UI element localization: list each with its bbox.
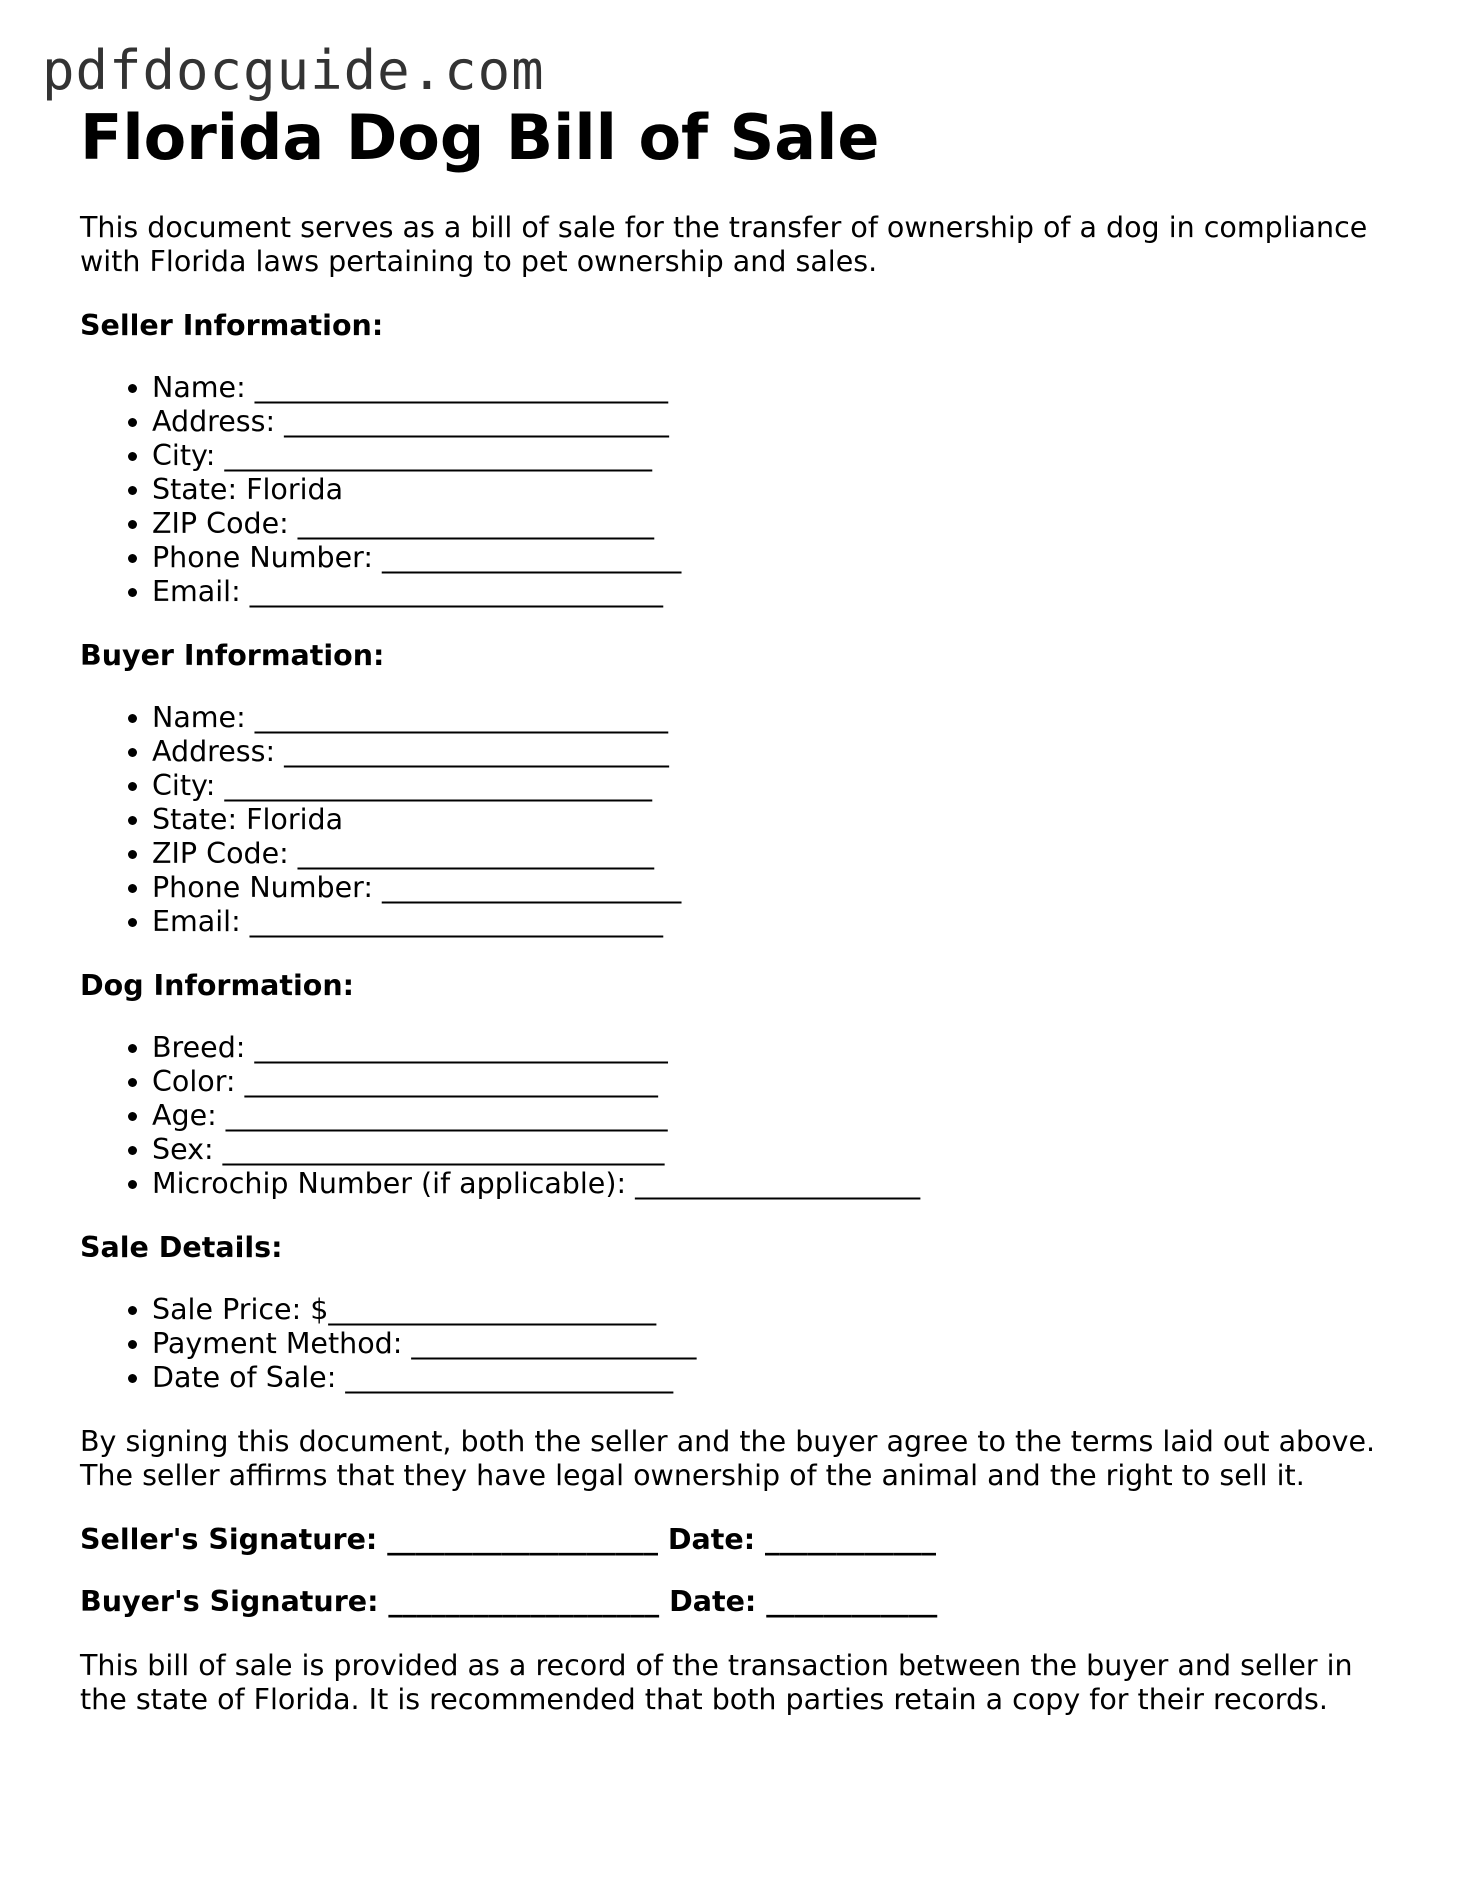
buyer-section-heading: Buyer Information: <box>80 639 385 673</box>
seller-state-field: • State: Florida <box>152 473 1400 507</box>
seller-address-field[interactable]: • Address: ___________________________ <box>152 405 1400 439</box>
document-title: Florida Dog Bill of Sale <box>80 101 880 174</box>
seller-name-field[interactable]: • Name: _____________________________ <box>152 371 1400 405</box>
dog-breed-field[interactable]: • Breed: _____________________________ <box>152 1031 1400 1065</box>
buyer-signature-line[interactable]: Buyer's Signature: ___________________ Date: ____________ <box>80 1585 938 1619</box>
document-page <box>80 102 1400 1717</box>
buyer-state-field: • State: Florida <box>152 803 1400 837</box>
dog-sex-field[interactable]: • Sex: _______________________________ <box>152 1133 1400 1167</box>
seller-city-field[interactable]: • City: ______________________________ <box>152 439 1400 473</box>
sale-details-list <box>80 1293 1400 1395</box>
seller-phone-field[interactable]: • Phone Number: _____________________ <box>152 541 1400 575</box>
buyer-info-list <box>80 701 1400 939</box>
agreement-paragraph: By signing this document, both the seller and the buyer agree to the terms laid out above. The seller affirms that they have legal ownership of the animal and the right to sell it. <box>80 1425 1376 1493</box>
buyer-zip-field[interactable]: • ZIP Code: _________________________ <box>152 837 1400 871</box>
sale-date-field[interactable]: • Date of Sale: _______________________ <box>152 1361 1400 1395</box>
seller-zip-field[interactable]: • ZIP Code: _________________________ <box>152 507 1400 541</box>
intro-paragraph: This document serves as a bill of sale for the transfer of ownership of a dog in compliance with Florida laws pertaining to pet ownership and sales. <box>80 211 1368 279</box>
buyer-name-field[interactable]: • Name: _____________________________ <box>152 701 1400 735</box>
payment-method-field[interactable]: • Payment Method: ____________________ <box>152 1327 1400 1361</box>
watermark-text: pdfdocguide.com <box>42 39 545 102</box>
dog-age-field[interactable]: • Age: _______________________________ <box>152 1099 1400 1133</box>
seller-email-field[interactable]: • Email: _____________________________ <box>152 575 1400 609</box>
dog-section-heading: Dog Information: <box>80 969 355 1003</box>
seller-signature-line[interactable]: Seller's Signature: ___________________ Date: ____________ <box>80 1523 937 1557</box>
buyer-city-field[interactable]: • City: ______________________________ <box>152 769 1400 803</box>
dog-info-list <box>80 1031 1400 1201</box>
buyer-email-field[interactable]: • Email: _____________________________ <box>152 905 1400 939</box>
seller-section-heading: Seller Information: <box>80 309 384 343</box>
dog-microchip-field[interactable]: • Microchip Number (if applicable): ____________________ <box>152 1167 1400 1201</box>
seller-info-list <box>80 371 1400 609</box>
record-note-paragraph: This bill of sale is provided as a record of the transaction between the buyer and seller in the state of Florida. It is recommended that both parties retain a copy for their records. <box>80 1649 1353 1717</box>
sale-price-field[interactable]: • Sale Price: $_______________________ <box>152 1293 1400 1327</box>
buyer-address-field[interactable]: • Address: ___________________________ <box>152 735 1400 769</box>
buyer-phone-field[interactable]: • Phone Number: _____________________ <box>152 871 1400 905</box>
dog-color-field[interactable]: • Color: _____________________________ <box>152 1065 1400 1099</box>
sale-section-heading: Sale Details: <box>80 1231 283 1265</box>
